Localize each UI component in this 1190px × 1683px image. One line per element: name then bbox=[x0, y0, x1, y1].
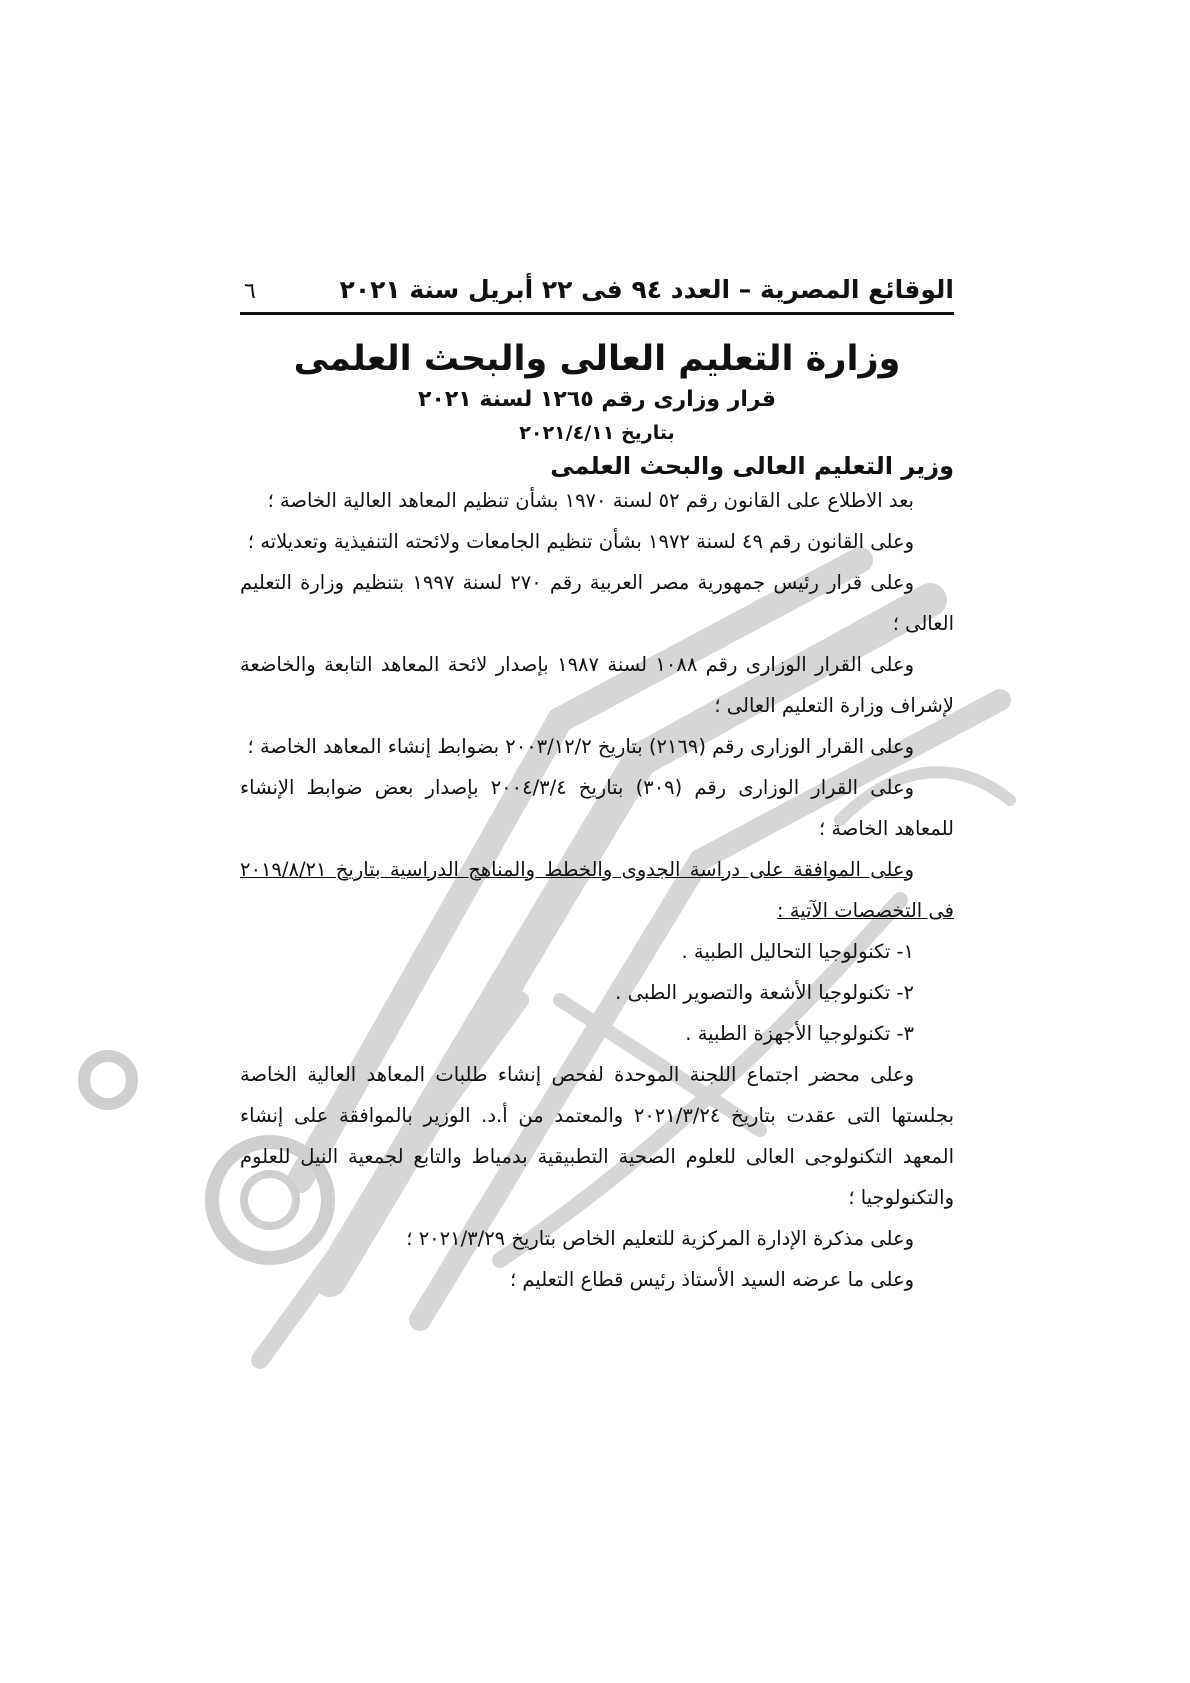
specialization-item: ٣- تكنولوجيا الأجهزة الطبية . bbox=[685, 1021, 914, 1045]
paragraph: بعد الاطلاع على القانون رقم ٥٢ لسنة ١٩٧٠ بشأن تنظيم المعاهد العالية الخاصة ؛ bbox=[267, 488, 914, 512]
page-header bbox=[240, 262, 954, 304]
paragraph: وعلى القانون رقم ٤٩ لسنة ١٩٧٢ بشأن تنظيم الجامعات ولائحته التنفيذية وتعديلاته ؛ bbox=[247, 529, 914, 553]
paragraph: وعلى القرار الوزارى رقم (٢١٦٩) بتاريخ ٢٠٠٣/١٢/٢ بضوابط إنشاء المعاهد الخاصة ؛ bbox=[247, 734, 914, 758]
paragraph: وعلى ما عرضه السيد الأستاذ رئيس قطاع التعليم ؛ bbox=[509, 1267, 914, 1291]
decree-date: بتاريخ ٢٠٢١/٤/١١ bbox=[519, 421, 675, 444]
paragraph: وعلى مذكرة الإدارة المركزية للتعليم الخاص بتاريخ ٢٠٢١/٣/٢٩ ؛ bbox=[406, 1226, 914, 1250]
specialization-item: ٢- تكنولوجيا الأشعة والتصوير الطبى . bbox=[615, 980, 914, 1004]
decree-body bbox=[240, 480, 954, 1300]
paragraph: وعلى القرار الوزارى رقم (٣٠٩) بتاريخ ٢٠٠٤/٣/٤ بإصدار بعض ضوابط الإنشاء للمعاهد الخاصة ؛ bbox=[240, 775, 954, 840]
specialization-item: ١- تكنولوجيا التحاليل الطبية . bbox=[681, 939, 914, 963]
minister-title: وزير التعليم العالى والبحث العلمى bbox=[550, 451, 954, 480]
gazette-page bbox=[240, 262, 954, 1300]
ministry-title: وزارة التعليم العالى والبحث العلمى bbox=[293, 339, 901, 379]
paragraph-underlined: وعلى الموافقة على دراسة الجدوى والخطط والمناهج الدراسية بتاريخ ٢٠١٩/٨/٢١ فى التخصصات الآتية : bbox=[240, 857, 954, 922]
paragraph: وعلى القرار الوزارى رقم ١٠٨٨ لسنة ١٩٨٧ بإصدار لائحة المعاهد التابعة والخاضعة لإشراف وزارة التعليم العالى ؛ bbox=[240, 652, 954, 717]
page-number: ٦ bbox=[244, 279, 256, 304]
header-rule bbox=[240, 312, 954, 315]
paragraph: وعلى محضر اجتماع اللجنة الموحدة لفحص إنشاء طلبات المعاهد العالية الخاصة بجلستها التى عقدت بتاريخ ٢٠٢١/٣/٢٤ والمعتمد من أ.د. الوزير بالموافقة على إنشاء المعهد التكنولوجى العالى للعلوم الصحية التطبيقية بدمياط والتابع لجمعية النيل للعلوم والتكنولوجيا ؛ bbox=[240, 1062, 955, 1209]
paragraph: وعلى قرار رئيس جمهورية مصر العربية رقم ٢٧٠ لسنة ١٩٩٧ بتنظيم وزارة التعليم العالى ؛ bbox=[240, 570, 954, 635]
gazette-header-title: الوقائع المصرية – العدد ٩٤ فى ٢٢ أبريل سنة ٢٠٢١ bbox=[339, 275, 954, 304]
decree-title: قرار وزارى رقم ١٢٦٥ لسنة ٢٠٢١ bbox=[417, 386, 777, 412]
